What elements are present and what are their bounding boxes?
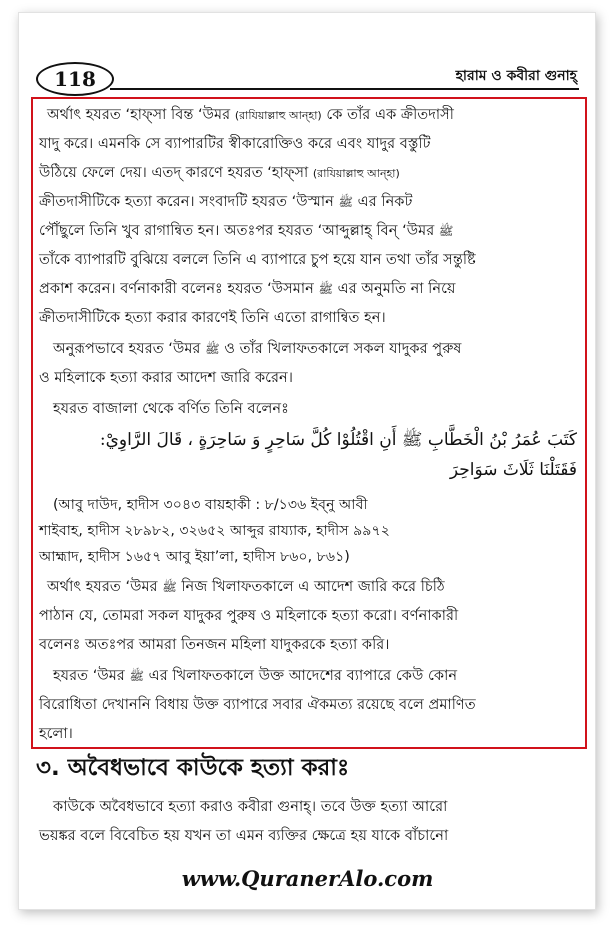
text-line: ও মহিলাকে হত্যা করার আদেশ জারি করেন। <box>39 369 293 386</box>
book-title: হারাম ও কবীরা গুনাহ্ <box>455 68 577 84</box>
salutation-glyph: ﷺ <box>205 342 220 356</box>
text-line: কাউকে অবৈধভাবে হত্যা করাও কবীরা গুনাহ্। তবে উক্ত হত্যা আরো <box>53 798 448 815</box>
text-line: বলেনঃ অতঃপর আমরা তিনজন মহিলা যাদুকরকে হত্যা করি। <box>39 636 390 653</box>
text-line: পাঠান যে, তোমরা সকল যাদুকর পুরুষ ও মহিলাকে হত্যা করো। বর্ণনাকারী <box>39 607 459 624</box>
salutation-glyph: ﷺ <box>438 224 454 238</box>
text-line: ক্রীতদাসীটিকে হত্যা করার কারণেই তিনি এতো রাগান্বিত হন। <box>39 309 386 326</box>
text-line: ক্রীতদাসীটিকে হত্যা করেন। সংবাদটি হযরত ‘উস্মান ﷺ এর নিকট <box>39 193 413 210</box>
website-footer: www.QuranerAlo.com <box>181 866 434 891</box>
arabic-quote-line: فَقَتَلْنَا ثَلَاثَ سَوَاحِرَ <box>449 460 577 480</box>
text-line: পৌঁছুলে তিনি খুব রাগান্বিত হন। অতঃপর হযরত ‘আব্দুল্লাহ্ বিন্ ‘উমর ﷺ <box>39 222 454 239</box>
text-line: বিরোধিতা দেখাননি বিধায় উক্ত ব্যাপারে সবার ঐকমত্য রয়েছে বলে প্রমাণিত <box>39 696 476 713</box>
page-number: 118 <box>36 62 114 96</box>
salutation-glyph: ﷺ <box>162 580 177 594</box>
salutation-glyph: ﷺ <box>338 195 353 209</box>
header-divider <box>110 88 579 90</box>
text-line: উঠিয়ে ফেলে দেয়। এতদ্ কারণে হযরত ‘হাফ্সা (রাযিয়াল্লাহু আন্হা) <box>39 164 400 181</box>
text-line: তাঁকে ব্যাপারটি বুঝিয়ে বললে তিনি এ ব্যাপারে চুপ হয়ে যান তথা তাঁর সন্তুষ্টি <box>39 251 476 268</box>
text-line: যাদু করে। এমনকি সে ব্যাপারটির স্বীকারোক্তিও করে এবং যাদুর বস্তুটি <box>39 135 431 152</box>
reference-line: (আবু দাউদ, হাদীস ৩০৪৩ বায়হাকী : ৮/১৩৬ ইব্নু আবী <box>53 497 368 513</box>
text-line: হযরত বাজালা থেকে বর্ণিত তিনি বলেনঃ <box>53 400 289 417</box>
section-heading: ৩. অবৈধভাবে কাউকে হত্যা করাঃ <box>36 755 350 781</box>
reference-line: আহ্মাদ, হাদীস ১৬৫৭ আবু ইয়া’লা, হাদীস ৮৬০, ৮৬১) <box>39 549 350 565</box>
text-line: অর্থাৎ হযরত ‘উমর ﷺ নিজ খিলাফতকালে এ আদেশ জারি করে চিঠি <box>47 578 445 595</box>
text-line: হযরত ‘উমর ﷺ এর খিলাফতকালে উক্ত আদেশের ব্যাপারে কেউ কোন <box>53 667 458 684</box>
arabic-quote-line: كَتَبَ عُمَرُ بْنُ الْخَطَّابِ ﷺ أَنِ اقْتُلُوْا كُلَّ سَاحِرٍ وَ سَاحِرَةٍ ، قَالَ الرَّاوِيْ: <box>99 430 577 450</box>
text-line: অনুরূপভাবে হযরত ‘উমর ﷺ ও তাঁর খিলাফতকালে সকল যাদুকর পুরুষ <box>53 340 462 357</box>
text-line: প্রকাশ করেন। বর্ণনাকারী বলেনঃ হযরত ‘উসমান ﷺ এর অনুমতি না নিয়ে <box>39 280 456 297</box>
salutation-glyph: ﷺ <box>129 669 144 683</box>
text-line: হলো। <box>39 725 73 742</box>
text-line: ভয়ঙ্কর বলে বিবেচিত হয় যখন তা এমন ব্যক্তির ক্ষেত্রে হয় যাকে বাঁচানো <box>39 827 449 844</box>
text-line: অর্থাৎ হযরত ‘হাফ্সা বিন্ত ‘উমর (রাযিয়াল্লাহু আন্হা) কে তাঁর এক ক্রীতদাসী <box>47 106 454 123</box>
reference-line: শাইবাহ, হাদীস ২৮৯৮২, ৩২৬৫২ আব্দুর রায্যাক, হাদীস ৯৯৭২ <box>39 523 390 539</box>
salutation-glyph: ﷺ <box>318 282 333 296</box>
